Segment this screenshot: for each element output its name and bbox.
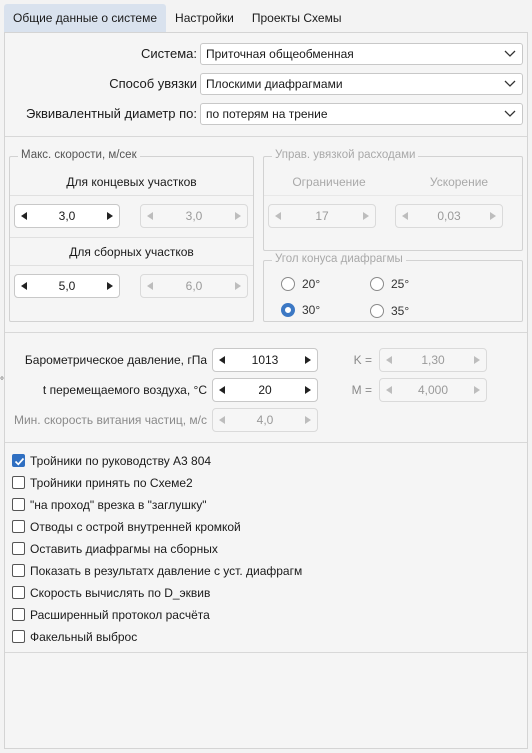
arrow-right-icon [490, 212, 496, 220]
arrow-right-icon [474, 386, 480, 394]
checkbox-label[interactable]: Тройники принять по Схеме2 [30, 476, 193, 490]
arrow-left-icon [219, 416, 225, 424]
checkbox-label[interactable]: Показать в результатх давление с уст. диафрагм [30, 564, 303, 578]
arrow-right-icon[interactable] [107, 282, 113, 290]
arrow-right-icon [474, 356, 480, 364]
collecting-sections-label: Для сборных участков [69, 245, 194, 259]
cone-angle-title: Угол конуса диафрагмы [272, 253, 406, 265]
checkbox-label[interactable]: Отводы с острой внутренней кромкой [30, 520, 241, 534]
main-panel [4, 32, 528, 749]
min-speed-label: Мин. скорость витания частиц, м/с [13, 413, 207, 427]
checkbox-keep-diaphragms[interactable] [12, 542, 25, 555]
arrow-right-icon[interactable] [305, 386, 311, 394]
checkbox-label[interactable]: Оставить диафрагмы на сборных [30, 542, 218, 556]
m-value: 4,000 [417, 383, 449, 397]
end-speed-stepper-1[interactable] [14, 204, 120, 228]
arrow-right-icon [363, 212, 369, 220]
chevron-down-icon [504, 107, 516, 119]
temperature-value: 20 [258, 383, 272, 397]
arrow-right-icon [305, 416, 311, 424]
arrow-right-icon[interactable] [305, 356, 311, 364]
arrow-left-icon [386, 386, 392, 394]
radio-20[interactable] [281, 277, 295, 291]
flow-control-group [263, 149, 523, 251]
checkbox-speed-d-equiv[interactable] [12, 586, 25, 599]
checkbox-label[interactable]: Скорость вычислять по D_эквив [30, 586, 211, 600]
collecting-speed-stepper-2 [140, 274, 248, 298]
arrow-left-icon [147, 212, 153, 220]
limit-value: 17 [315, 209, 329, 223]
end-sections-label: Для концевых участков [66, 175, 197, 189]
limit-stepper [268, 204, 376, 228]
diameter-label: Эквивалентный диаметр по: [25, 106, 197, 121]
arrow-left-icon[interactable] [219, 386, 225, 394]
checkbox-tees-scheme2[interactable] [12, 476, 25, 489]
checkbox-label[interactable]: Расширенный протокол расчёта [30, 608, 210, 622]
tab-general[interactable]: Общие данные о системе [4, 4, 166, 32]
end-speed-value-2: 3,0 [185, 209, 203, 223]
checkbox-tees-a3[interactable] [12, 454, 25, 467]
link-method-value: Плоскими диафрагмами [206, 77, 343, 91]
radio-30-label: 30° [302, 303, 321, 317]
collecting-speed-stepper-1[interactable] [14, 274, 120, 298]
diameter-value: по потерям на трение [206, 107, 328, 121]
separator [10, 265, 253, 266]
checkbox-label[interactable]: Факельный выброс [30, 630, 138, 644]
arrow-left-icon [275, 212, 281, 220]
separator [5, 652, 527, 653]
pressure-label: Барометрическое давление, гПа [24, 353, 207, 367]
tab-settings[interactable]: Настройки [175, 11, 234, 25]
k-label: K = [353, 353, 372, 367]
collecting-speed-value-2: 6,0 [185, 279, 203, 293]
separator [264, 195, 522, 196]
temperature-stepper[interactable] [212, 378, 318, 402]
radio-30[interactable] [281, 303, 295, 317]
checkbox-label[interactable]: "на проход" врезка в "заглушку" [30, 498, 207, 512]
separator [5, 332, 527, 333]
m-label: M = [351, 383, 372, 397]
arrow-left-icon[interactable] [219, 356, 225, 364]
checkbox-label[interactable]: Тройники по руководству А3 804 [30, 454, 212, 468]
max-speeds-group [9, 149, 254, 322]
checkbox-show-pressure[interactable] [12, 564, 25, 577]
max-speeds-title: Макс. скорости, м/сек [18, 149, 140, 161]
link-method-select[interactable] [200, 73, 523, 95]
separator [10, 195, 253, 196]
acceleration-value: 0,03 [437, 209, 461, 223]
separator [10, 237, 253, 238]
arrow-left-icon[interactable] [21, 282, 27, 290]
check-icon [14, 456, 25, 467]
separator [5, 442, 527, 443]
k-value: 1,30 [421, 353, 445, 367]
diameter-select[interactable] [200, 103, 523, 125]
chevron-down-icon [504, 47, 516, 59]
arrow-right-icon [235, 212, 241, 220]
limit-label: Ограничение [292, 175, 366, 189]
acceleration-label: Ускорение [429, 175, 489, 189]
radio-35-label: 35° [391, 304, 410, 318]
chevron-down-icon [504, 77, 516, 89]
radio-35[interactable] [370, 304, 384, 318]
arrow-right-icon[interactable] [107, 212, 113, 220]
tab-bar [4, 4, 350, 32]
acceleration-stepper [395, 204, 503, 228]
arrow-left-icon [147, 282, 153, 290]
radio-20-label: 20° [302, 277, 321, 291]
separator [5, 136, 527, 137]
system-value: Приточная общеобменная [206, 47, 354, 61]
radio-25-label: 25° [391, 277, 410, 291]
arrow-left-icon [402, 212, 408, 220]
end-speed-stepper-2 [140, 204, 248, 228]
pressure-value: 1013 [251, 353, 279, 367]
checkbox-extended-protocol[interactable] [12, 608, 25, 621]
collecting-speed-value-1: 5,0 [58, 279, 76, 293]
m-stepper [379, 378, 487, 402]
temperature-label: t перемещаемого воздуха, °C [42, 383, 207, 397]
flow-control-title: Управ. увязкой расходами [272, 149, 418, 161]
radio-25[interactable] [370, 277, 384, 291]
checkbox-torch-release[interactable] [12, 630, 25, 643]
system-label: Система: [141, 46, 197, 61]
checkbox-sharp-bends[interactable] [12, 520, 25, 533]
cone-angle-group [263, 253, 523, 322]
pressure-stepper[interactable] [212, 348, 318, 372]
arrow-left-icon [386, 356, 392, 364]
tab-projects[interactable]: Проекты Схемы [251, 11, 342, 25]
splitter-handle-icon[interactable]: ° [0, 376, 4, 387]
end-speed-value-1: 3,0 [58, 209, 76, 223]
checkbox-passthrough[interactable] [12, 498, 25, 511]
k-stepper [379, 348, 487, 372]
link-method-label: Способ увязки [109, 76, 197, 91]
arrow-right-icon [235, 282, 241, 290]
min-speed-value: 4,0 [256, 413, 274, 427]
system-select[interactable] [200, 43, 523, 65]
arrow-left-icon[interactable] [21, 212, 27, 220]
min-speed-stepper [212, 408, 318, 432]
